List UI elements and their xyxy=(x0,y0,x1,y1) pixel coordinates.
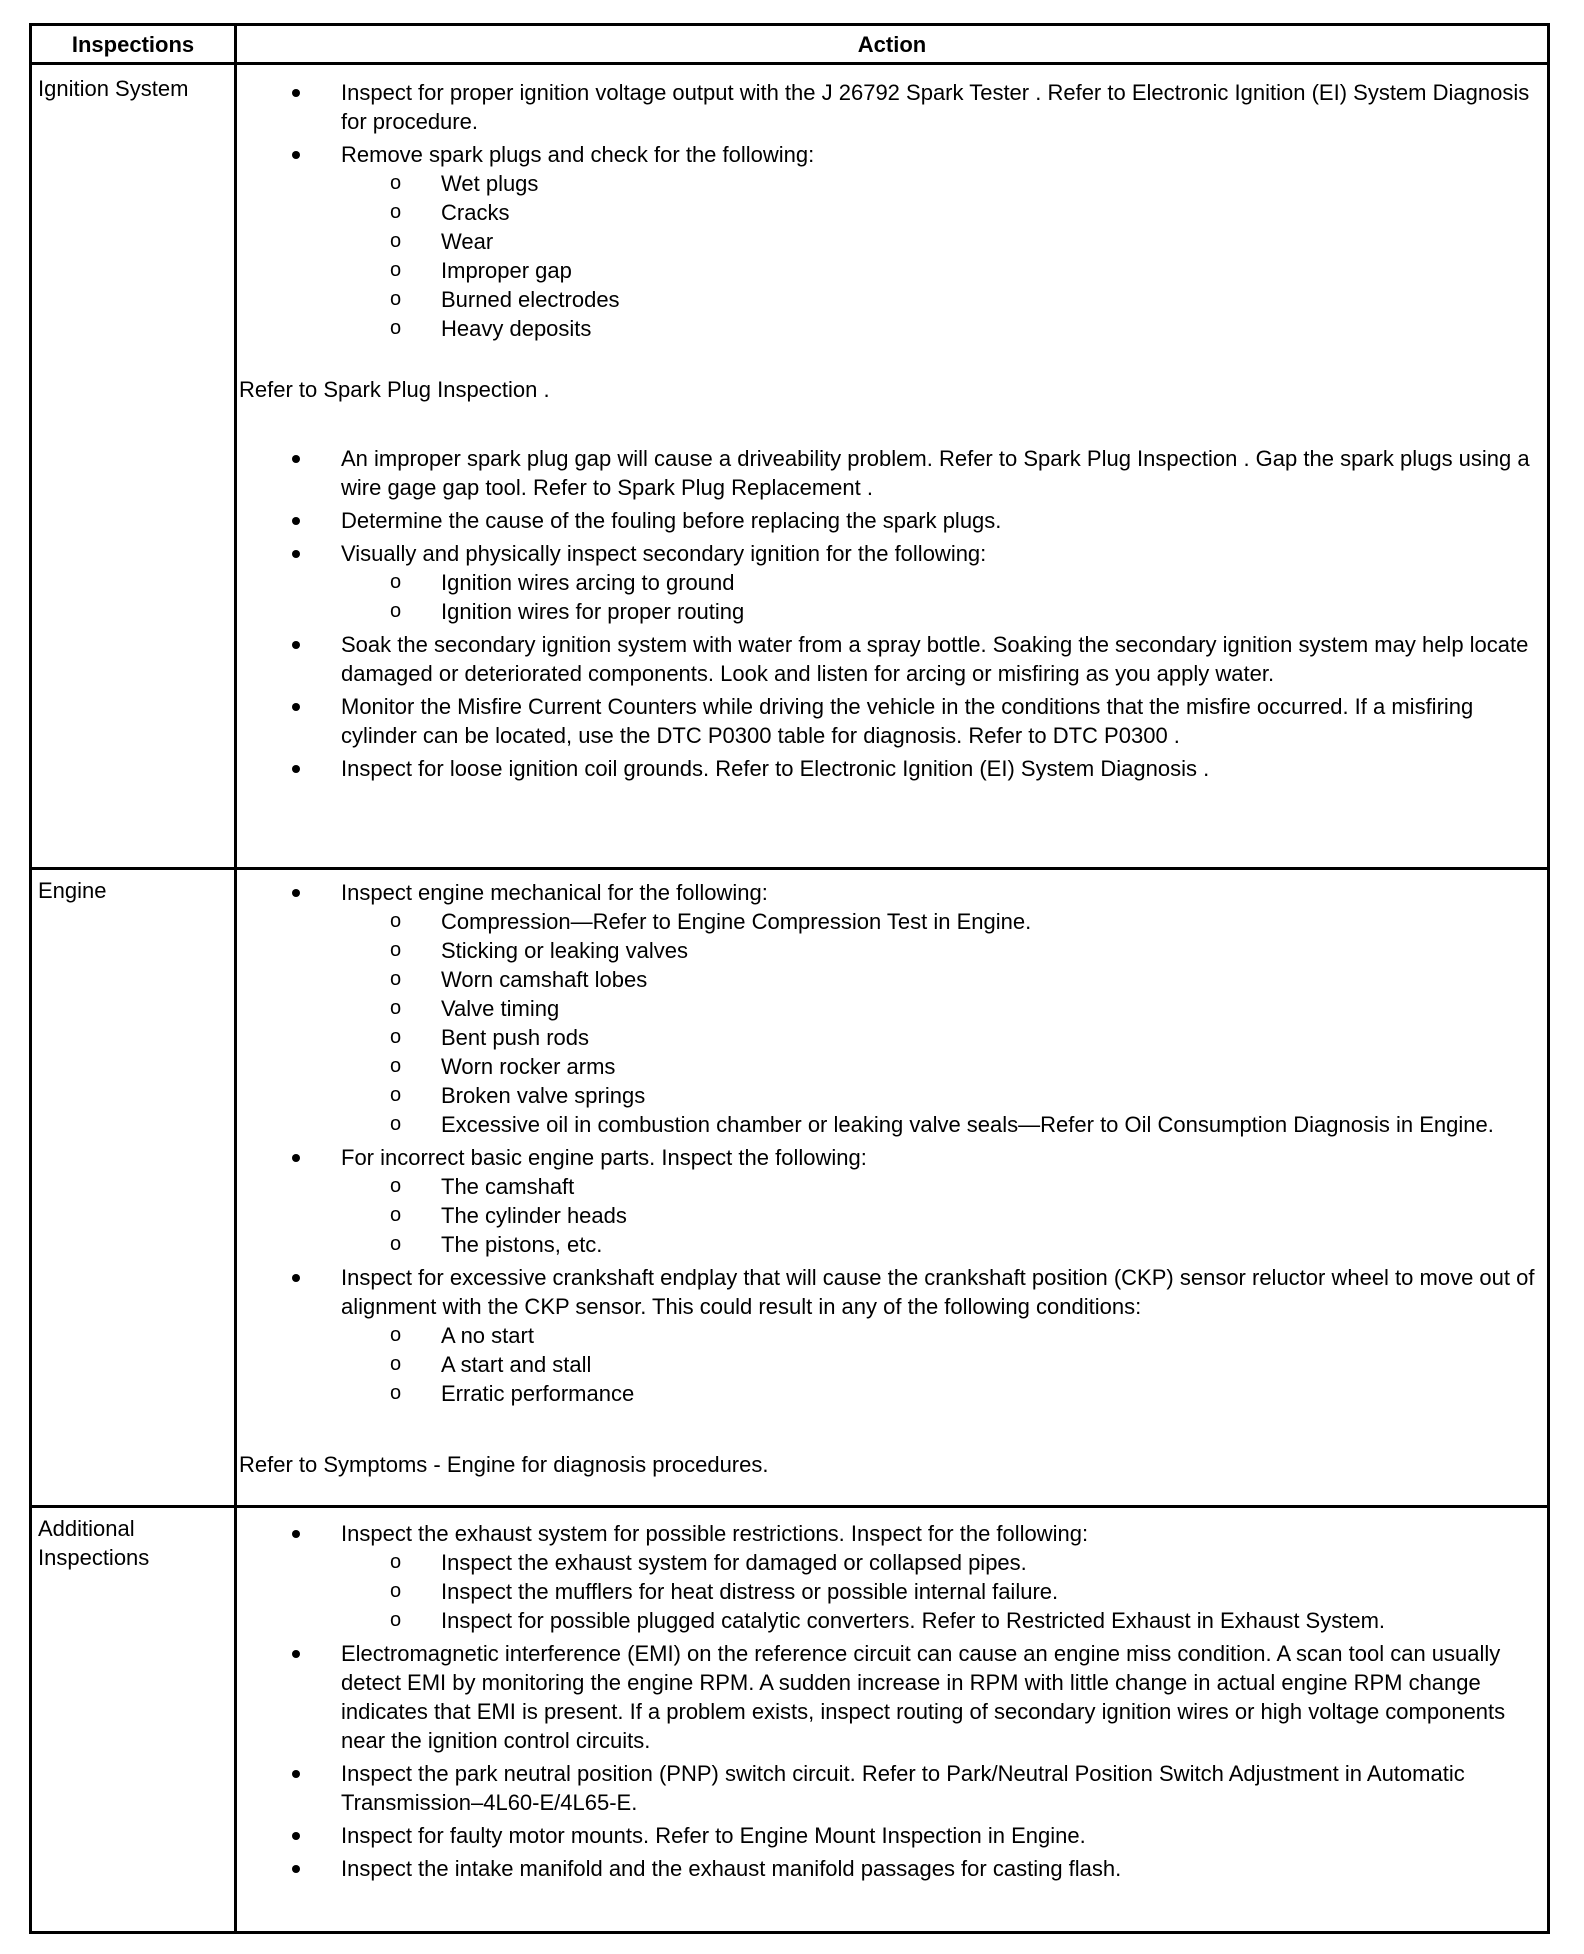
action-cell-additional xyxy=(239,1519,1541,1887)
list-item-text: Electromagnetic interference (EMI) on the reference circuit can cause an engine miss condition. A scan tool can usually detect EMI by monitoring the engine RPM. A sudden increase in RPM with little change in actual engine RPM change indicates that EMI is present. If a problem exists, inspect routing of secondary ignition wires or high voltage components near the ignition control circuits. xyxy=(341,1641,1506,1753)
bullet-icon xyxy=(292,765,300,773)
bullet-icon xyxy=(292,151,300,159)
action-cell-ignition xyxy=(239,78,1541,787)
sub-list-item-text: The pistons, etc. xyxy=(441,1232,603,1257)
sub-list-item xyxy=(341,1081,1541,1110)
sub-list-item-text: Worn rocker arms xyxy=(441,1054,616,1079)
circle-bullet-icon: o xyxy=(390,968,402,990)
header-action: Action xyxy=(857,32,927,57)
list-item-text: Remove spark plugs and check for the following: xyxy=(341,142,815,167)
bullet-icon xyxy=(292,455,300,463)
list-item-text: Inspect for loose ignition coil grounds. Refer to Electronic Ignition (EI) System Diagnosis . xyxy=(341,756,1210,781)
list-item-text: For incorrect basic engine parts. Inspect the following: xyxy=(341,1145,867,1170)
list-item xyxy=(239,692,1541,750)
circle-bullet-icon: o xyxy=(390,1382,402,1404)
circle-bullet-icon: o xyxy=(390,1175,402,1197)
sub-list-item xyxy=(341,568,1541,597)
list-item-text: Inspect engine mechanical for the following: xyxy=(341,880,768,905)
bullet-list xyxy=(239,444,1541,783)
circle-bullet-icon: o xyxy=(390,1084,402,1106)
bullet-icon xyxy=(292,1832,300,1840)
list-item xyxy=(239,1854,1541,1883)
sub-list-item xyxy=(341,1350,1541,1379)
list-item-text: Soak the secondary ignition system with water from a spray bottle. Soaking the secondary ignition system may help locate damaged or deteriorated components. Look and listen for arcing or misfiring as you apply water. xyxy=(341,632,1529,686)
row-label-additional: Additional Inspections xyxy=(38,1516,150,1570)
sub-list-item-text: Inspect for possible plugged catalytic converters. Refer to Restricted Exhaust in Exhaust System. xyxy=(441,1608,1386,1633)
sub-list-item-text: Burned electrodes xyxy=(441,287,620,312)
bullet-icon xyxy=(292,517,300,525)
sub-list-item-text: Improper gap xyxy=(441,258,572,283)
sub-list-item xyxy=(341,1606,1541,1635)
circle-bullet-icon: o xyxy=(390,1055,402,1077)
sub-list-item xyxy=(341,1201,1541,1230)
sub-list-item-text: Broken valve springs xyxy=(441,1083,646,1108)
bullet-icon xyxy=(292,703,300,711)
sub-list xyxy=(341,1548,1541,1635)
row-divider xyxy=(32,867,1547,870)
sub-list-item-text: Wet plugs xyxy=(441,171,539,196)
sub-list-item-text: Ignition wires for proper routing xyxy=(441,599,745,624)
list-item xyxy=(239,506,1541,535)
bullet-icon xyxy=(292,641,300,649)
sub-list-item xyxy=(341,227,1541,256)
sub-list-item xyxy=(341,1110,1541,1139)
list-item xyxy=(239,1519,1541,1635)
sub-list-item xyxy=(341,256,1541,285)
sub-list-item xyxy=(341,285,1541,314)
list-item-text: Inspect the exhaust system for possible restrictions. Inspect for the following: xyxy=(341,1521,1089,1546)
sub-list-item-text: Excessive oil in combustion chamber or leaking valve seals—Refer to Oil Consumption Diagnosis in Engine. xyxy=(441,1112,1494,1137)
sub-list-item-text: Cracks xyxy=(441,200,510,225)
sub-list-item xyxy=(341,936,1541,965)
column-divider xyxy=(234,26,237,1931)
sub-list-item-text: Erratic performance xyxy=(441,1381,635,1406)
list-item-text: Visually and physically inspect secondary ignition for the following: xyxy=(341,541,987,566)
list-item-text: Inspect the intake manifold and the exhaust manifold passages for casting flash. xyxy=(341,1856,1122,1881)
circle-bullet-icon: o xyxy=(390,172,402,194)
circle-bullet-icon: o xyxy=(390,230,402,252)
list-item-text: Inspect for faulty motor mounts. Refer to Engine Mount Inspection in Engine. xyxy=(341,1823,1086,1848)
circle-bullet-icon: o xyxy=(390,1324,402,1346)
sub-list-item xyxy=(341,994,1541,1023)
sub-list-item xyxy=(341,314,1541,343)
list-item xyxy=(239,1759,1541,1817)
circle-bullet-icon: o xyxy=(390,1551,402,1573)
circle-bullet-icon: o xyxy=(390,259,402,281)
sub-list-item xyxy=(341,1577,1541,1606)
bullet-icon xyxy=(292,89,300,97)
sub-list-item xyxy=(341,1230,1541,1259)
header-divider xyxy=(32,62,1547,65)
list-item xyxy=(239,754,1541,783)
sub-list-item-text: Valve timing xyxy=(441,996,560,1021)
sub-list-item xyxy=(341,1052,1541,1081)
sub-list-item-text: Worn camshaft lobes xyxy=(441,967,648,992)
list-item-text: Monitor the Misfire Current Counters while driving the vehicle in the conditions that the misfire occurred. If a misfiring cylinder can be located, use the DTC P0300 table for diagnosis. Refer to DTC P0300 . xyxy=(341,694,1474,748)
list-item xyxy=(239,1263,1541,1408)
bullet-icon xyxy=(292,1865,300,1873)
bullet-icon xyxy=(292,1770,300,1778)
sub-list-item-text: Bent push rods xyxy=(441,1025,589,1050)
action-cell-engine xyxy=(239,878,1541,1479)
list-item xyxy=(239,444,1541,502)
circle-bullet-icon: o xyxy=(390,288,402,310)
list-item xyxy=(239,78,1541,136)
bullet-icon xyxy=(292,889,300,897)
sub-list xyxy=(341,169,1541,343)
bullet-icon xyxy=(292,1530,300,1538)
sub-list-item-text: The cylinder heads xyxy=(441,1203,627,1228)
bullet-icon xyxy=(292,1274,300,1282)
sub-list-item xyxy=(341,1379,1541,1408)
inspection-table xyxy=(29,23,1550,1934)
circle-bullet-icon: o xyxy=(390,1353,402,1375)
sub-list-item-text: Wear xyxy=(441,229,494,254)
sub-list xyxy=(341,568,1541,626)
bullet-list xyxy=(239,878,1541,1408)
circle-bullet-icon: o xyxy=(390,1609,402,1631)
sub-list-item xyxy=(341,1548,1541,1577)
sub-list-item-text: A start and stall xyxy=(441,1352,592,1377)
sub-list-item-text: Sticking or leaking valves xyxy=(441,938,689,963)
bullet-list xyxy=(239,78,1541,343)
list-item xyxy=(239,878,1541,1139)
sub-list-item-text: A no start xyxy=(441,1323,534,1348)
sub-list-item-text: Compression—Refer to Engine Compression Test in Engine. xyxy=(441,909,1032,934)
row-divider xyxy=(32,1505,1547,1508)
list-item-text: Inspect the park neutral position (PNP) switch circuit. Refer to Park/Neutral Position Switch Adjustment in Automatic Transmission–4L60-E/4L65-E. xyxy=(341,1761,1465,1815)
sub-list xyxy=(341,1172,1541,1259)
row-label-ignition: Ignition System xyxy=(38,76,189,101)
list-item xyxy=(239,140,1541,343)
sub-list-item xyxy=(341,965,1541,994)
list-item xyxy=(239,1143,1541,1259)
sub-list-item-text: Inspect the mufflers for heat distress or possible internal failure. xyxy=(441,1579,1059,1604)
sub-list-item xyxy=(341,907,1541,936)
circle-bullet-icon: o xyxy=(390,939,402,961)
reference-text: Refer to Spark Plug Inspection . xyxy=(239,377,550,402)
reference-text: Refer to Symptoms - Engine for diagnosis procedures. xyxy=(239,1452,769,1477)
sub-list-item-text: Inspect the exhaust system for damaged or collapsed pipes. xyxy=(441,1550,1027,1575)
sub-list-item xyxy=(341,597,1541,626)
sub-list-item xyxy=(341,1023,1541,1052)
list-item xyxy=(239,1639,1541,1755)
list-item xyxy=(239,630,1541,688)
bullet-list xyxy=(239,1519,1541,1883)
sub-list-item xyxy=(341,169,1541,198)
sub-list-item-text: The camshaft xyxy=(441,1174,575,1199)
circle-bullet-icon: o xyxy=(390,1026,402,1048)
bullet-icon xyxy=(292,550,300,558)
sub-list-item-text: Heavy deposits xyxy=(441,316,592,341)
circle-bullet-icon: o xyxy=(390,1204,402,1226)
circle-bullet-icon: o xyxy=(390,1233,402,1255)
circle-bullet-icon: o xyxy=(390,1113,402,1135)
bullet-icon xyxy=(292,1650,300,1658)
row-label-engine: Engine xyxy=(38,878,107,903)
bullet-icon xyxy=(292,1154,300,1162)
sub-list-item-text: Ignition wires arcing to ground xyxy=(441,570,735,595)
list-item-text: Determine the cause of the fouling before replacing the spark plugs. xyxy=(341,508,1002,533)
sub-list-item xyxy=(341,1172,1541,1201)
circle-bullet-icon: o xyxy=(390,910,402,932)
sub-list-item xyxy=(341,198,1541,227)
list-item xyxy=(239,1821,1541,1850)
list-item-text: An improper spark plug gap will cause a driveability problem. Refer to Spark Plug Inspection . Gap the spark plugs using a wire gage gap tool. Refer to Spark Plug Replacement . xyxy=(341,446,1530,500)
list-item xyxy=(239,539,1541,626)
circle-bullet-icon: o xyxy=(390,997,402,1019)
circle-bullet-icon: o xyxy=(390,1580,402,1602)
circle-bullet-icon: o xyxy=(390,201,402,223)
circle-bullet-icon: o xyxy=(390,571,402,593)
list-item-text: Inspect for excessive crankshaft endplay that will cause the crankshaft position (CKP) sensor reluctor wheel to move out of alignment with the CKP sensor. This could result in any of the following conditions: xyxy=(341,1265,1535,1319)
sub-list xyxy=(341,907,1541,1139)
list-item-text: Inspect for proper ignition voltage output with the J 26792 Spark Tester . Refer to Electronic Ignition (EI) System Diagnosis for procedure. xyxy=(341,80,1530,134)
sub-list xyxy=(341,1321,1541,1408)
header-inspections: Inspections xyxy=(71,32,195,57)
sub-list-item xyxy=(341,1321,1541,1350)
circle-bullet-icon: o xyxy=(390,317,402,339)
circle-bullet-icon: o xyxy=(390,600,402,622)
